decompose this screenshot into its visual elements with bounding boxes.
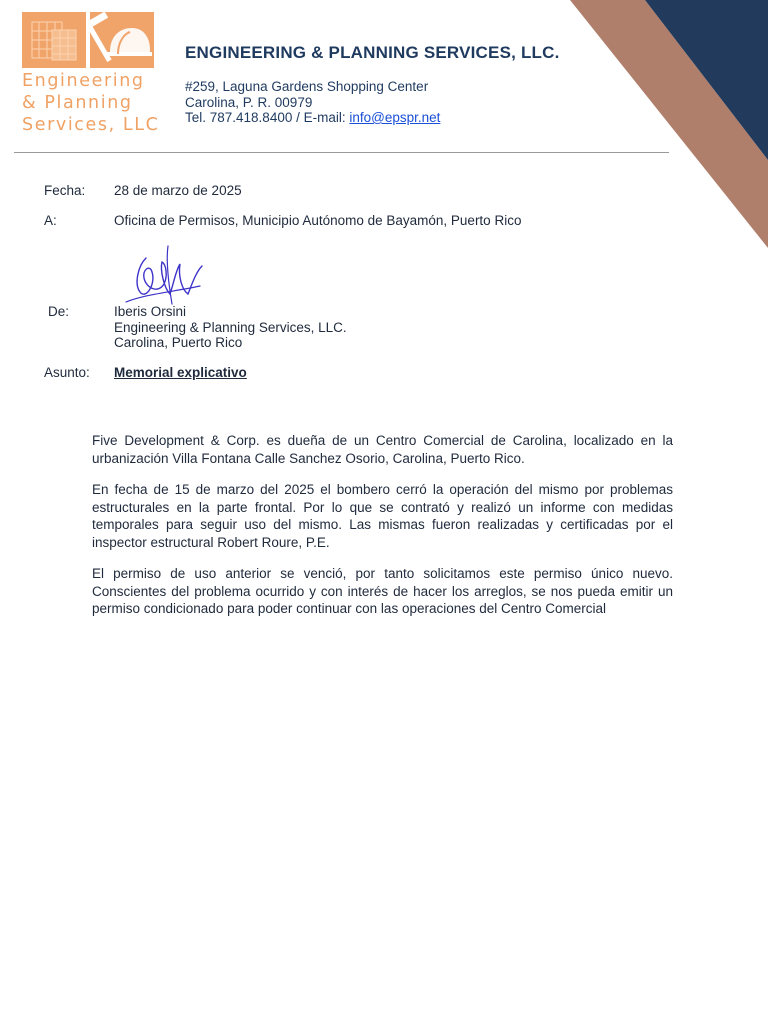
subject-value: Memorial explicativo	[114, 365, 247, 380]
sender-block	[114, 304, 347, 351]
header-divider	[14, 152, 669, 153]
logo-line-1: Engineering	[22, 71, 145, 91]
body-paragraph-3: El permiso de uso anterior se venció, por tanto solicitamos este permiso único nuevo. Conscientes del problema ocurrido y con interés de hacer los arreglos, se nos pueda emitir un permiso condicionado para poder continuar con las operaciones del Centro Comercial	[92, 566, 673, 616]
recipient-label: A:	[44, 213, 57, 228]
logo-line-3: Services, LLC	[22, 115, 160, 135]
hardhat-hammer-icon	[90, 12, 154, 68]
memo-body	[92, 432, 673, 632]
company-name: ENGINEERING & PLANNING SERVICES, LLC.	[185, 43, 560, 62]
fecha-label: Fecha:	[44, 183, 86, 198]
email-link[interactable]: info@epspr.net	[349, 110, 441, 125]
copper-stripe	[570, 0, 768, 248]
company-address	[185, 79, 440, 126]
logo-text	[22, 70, 162, 136]
fecha-value: 28 de marzo de 2025	[114, 183, 242, 198]
address-line-1: #259, Laguna Gardens Shopping Center	[185, 79, 429, 94]
contact-prefix: Tel. 787.418.8400 / E-mail:	[185, 110, 350, 125]
company-logo	[22, 12, 162, 134]
body-paragraph-2: En fecha de 15 de marzo del 2025 el bombero cerró la operación del mismo por problemas estructurales en la parte frontal. Por lo que se contrató y realizó un informe con medidas temporales para seguir uso del mismo. Las mismas fueron realizadas y certificadas por el inspector estructural Robert Roure, P.E.	[92, 482, 673, 550]
sender-company: Engineering & Planning Services, LLC.	[114, 319, 347, 335]
building-plan-icon	[22, 12, 86, 68]
recipient-value: Oficina de Permisos, Municipio Autónomo de Bayamón, Puerto Rico	[114, 213, 522, 228]
handwritten-signature	[116, 244, 206, 308]
sender-name: Iberis Orsini	[114, 304, 187, 319]
address-line-2: Carolina, P. R. 00979	[185, 94, 313, 110]
body-paragraph-1: Five Development & Corp. es dueña de un Centro Comercial de Carolina, localizado en la urbanización Villa Fontana Calle Sanchez Osorio, Carolina, Puerto Rico.	[92, 433, 673, 466]
sender-label: De:	[48, 304, 70, 319]
logo-line-2: & Planning	[22, 93, 133, 113]
subject-label: Asunto:	[44, 365, 90, 380]
sender-location: Carolina, Puerto Rico	[114, 335, 243, 350]
navy-band	[645, 0, 768, 160]
contact-line	[185, 110, 440, 126]
